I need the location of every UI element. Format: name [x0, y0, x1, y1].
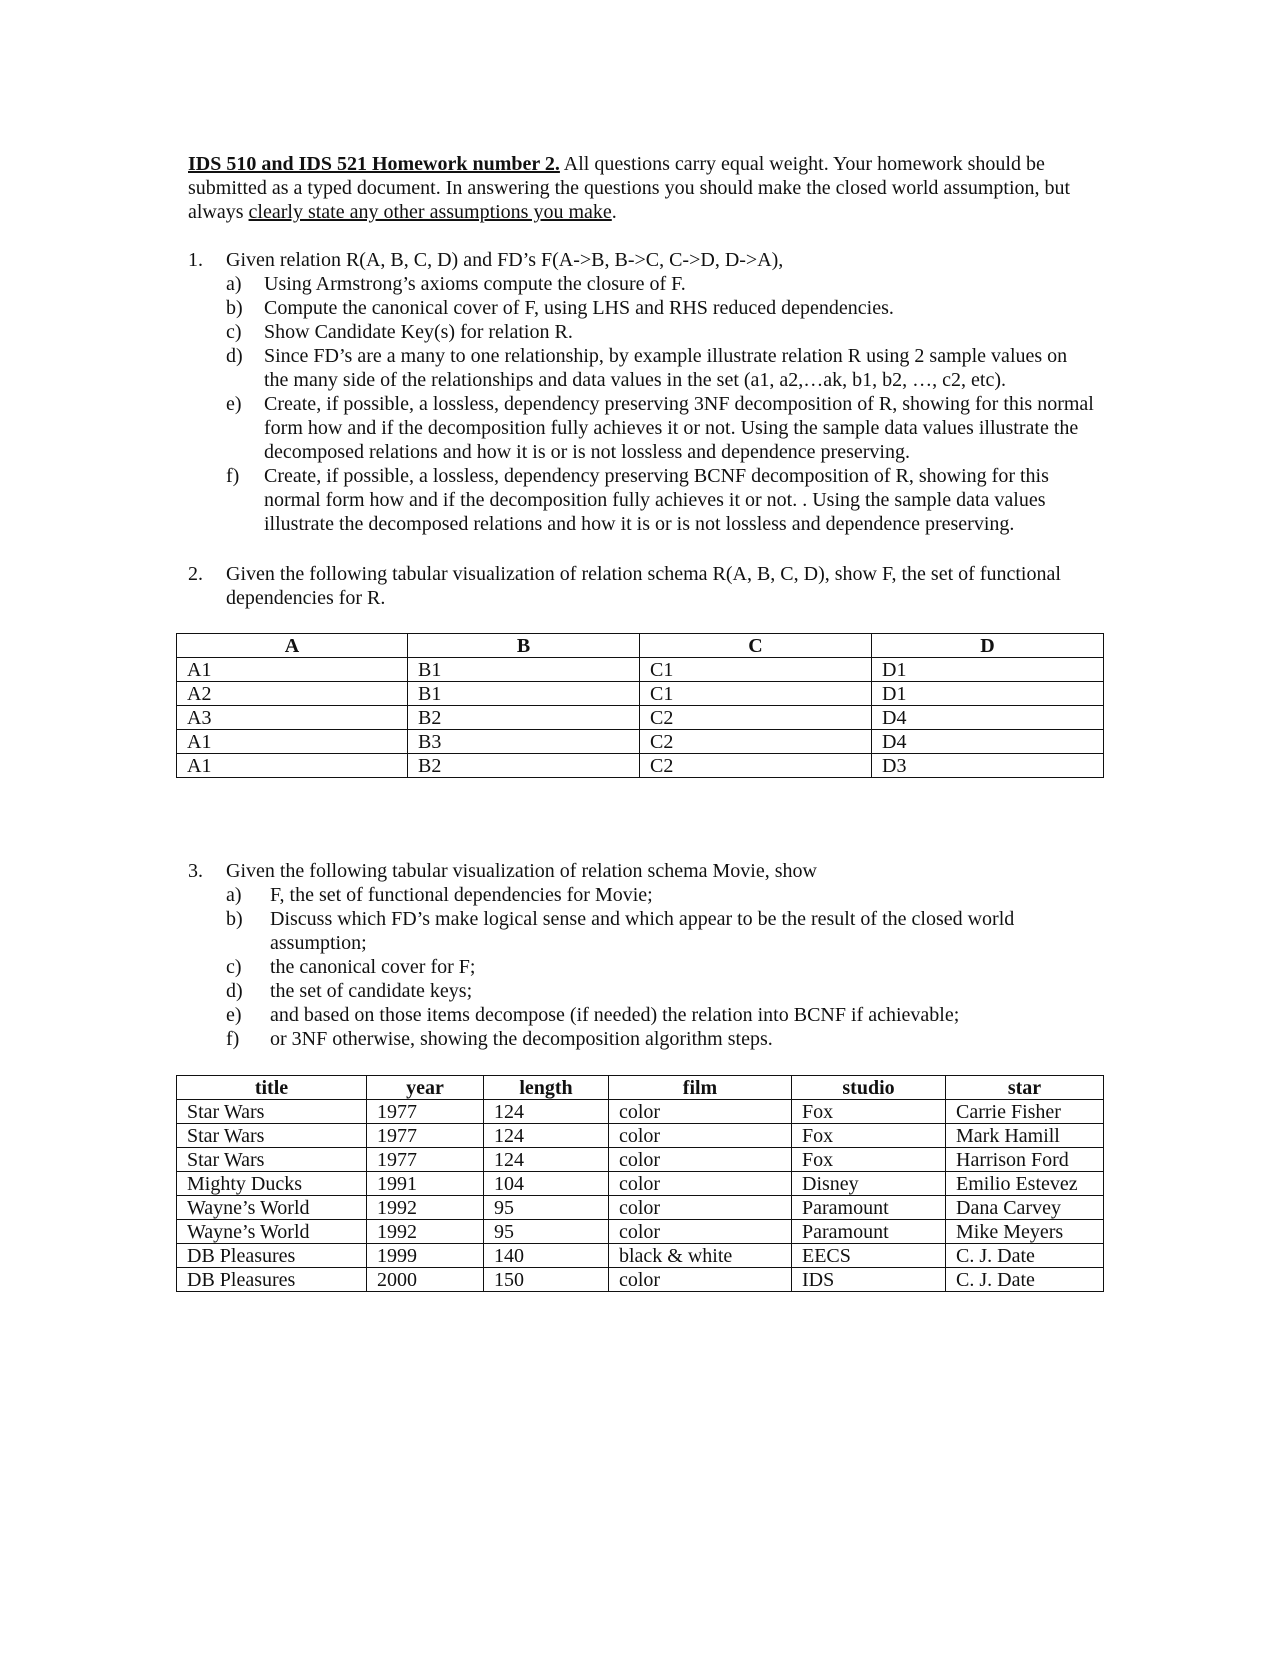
table-cell: 2000	[367, 1268, 484, 1292]
table-cell: A2	[177, 682, 408, 706]
table-cell: color	[609, 1124, 792, 1148]
table-cell: 1977	[367, 1100, 484, 1124]
item-text: Show Candidate Key(s) for relation R.	[264, 321, 573, 343]
table-cell: 1992	[367, 1220, 484, 1244]
table-row	[177, 730, 1104, 754]
item-text: Since FD’s are a many to one relationship, by example illustrate relation R using 2 sample values on the many side of the relationships and data values in the set (a1, a2,…ak, b1, b2, …, c2, etc).	[264, 345, 1068, 391]
question-3	[188, 859, 1096, 1051]
list-item	[226, 907, 1096, 955]
item-text: Discuss which FD’s make logical sense and which appear to be the result of the closed world assumption;	[270, 908, 1015, 954]
table-cell: B2	[408, 754, 640, 778]
list-item	[226, 296, 1096, 320]
question-2	[188, 562, 1086, 610]
table-cell: color	[609, 1220, 792, 1244]
column-header: studio	[792, 1076, 946, 1100]
table-cell: DB Pleasures	[177, 1244, 367, 1268]
table-cell: 104	[484, 1172, 609, 1196]
table-cell: C2	[640, 754, 872, 778]
item-label: b)	[226, 297, 243, 319]
table-cell: Mike Meyers	[946, 1220, 1104, 1244]
table-cell: B1	[408, 658, 640, 682]
item-text: the set of candidate keys;	[270, 980, 473, 1002]
question-text: Given the following tabular visualization of relation schema R(A, B, C, D), show F, the set of functional dependencies for R.	[226, 563, 1061, 609]
table-cell: DB Pleasures	[177, 1268, 367, 1292]
table-row	[177, 1172, 1104, 1196]
table-row	[177, 1148, 1104, 1172]
table-cell: 95	[484, 1220, 609, 1244]
list-item	[226, 464, 1096, 536]
item-label: f)	[226, 465, 240, 487]
item-label: d)	[226, 345, 243, 367]
table-cell: A1	[177, 730, 408, 754]
item-text: Compute the canonical cover of F, using LHS and RHS reduced dependencies.	[264, 297, 894, 319]
table-header-row	[177, 1076, 1104, 1100]
table-row	[177, 1196, 1104, 1220]
item-label: c)	[226, 321, 242, 343]
table-cell: 1977	[367, 1124, 484, 1148]
item-text: F, the set of functional dependencies for Movie;	[270, 884, 653, 906]
table-cell: 1999	[367, 1244, 484, 1268]
table-cell: black & white	[609, 1244, 792, 1268]
item-text: and based on those items decompose (if needed) the relation into BCNF if achievable;	[270, 1004, 960, 1026]
item-text: Using Armstrong’s axioms compute the closure of F.	[264, 273, 686, 295]
table-cell: Mighty Ducks	[177, 1172, 367, 1196]
item-text: Create, if possible, a lossless, dependency preserving BCNF decomposition of R, showing for this normal form how and if the decomposition fully achieves it or not. . Using the sample data values illustrate the decomposed relations and how it is or is not lossless and dependence preserving.	[264, 465, 1049, 535]
list-item	[226, 320, 1096, 344]
item-label: b)	[226, 908, 243, 930]
question-number: 3.	[188, 860, 203, 882]
table-cell: 95	[484, 1196, 609, 1220]
question-1	[188, 248, 1096, 536]
table-cell: B1	[408, 682, 640, 706]
item-label: d)	[226, 980, 243, 1002]
table-cell: Star Wars	[177, 1100, 367, 1124]
table-cell: Emilio Estevez	[946, 1172, 1104, 1196]
list-item	[226, 392, 1096, 464]
table-cell: 124	[484, 1124, 609, 1148]
table-cell: C1	[640, 658, 872, 682]
table-cell: 150	[484, 1268, 609, 1292]
table-cell: color	[609, 1196, 792, 1220]
item-label: c)	[226, 956, 242, 978]
table-cell: color	[609, 1172, 792, 1196]
table-cell: A1	[177, 754, 408, 778]
item-text: or 3NF otherwise, showing the decomposition algorithm steps.	[270, 1028, 773, 1050]
table-cell: Harrison Ford	[946, 1148, 1104, 1172]
table-cell: A3	[177, 706, 408, 730]
item-text: Create, if possible, a lossless, dependency preserving 3NF decomposition of R, showing for this normal form how and if the decomposition fully achieves it or not. Using the sample data values illustrate the decomposed relations and how it is or is not lossless and dependence preserving.	[264, 393, 1094, 463]
table-cell: Fox	[792, 1148, 946, 1172]
table-cell: A1	[177, 658, 408, 682]
question-number: 2.	[188, 563, 203, 585]
table-cell: IDS	[792, 1268, 946, 1292]
table-cell: 1991	[367, 1172, 484, 1196]
table-cell: Paramount	[792, 1196, 946, 1220]
column-header: B	[408, 634, 640, 658]
table-cell: Fox	[792, 1124, 946, 1148]
table-cell: C1	[640, 682, 872, 706]
table-cell: color	[609, 1268, 792, 1292]
table-cell: color	[609, 1100, 792, 1124]
table-row	[177, 754, 1104, 778]
column-header: A	[177, 634, 408, 658]
table-cell: Dana Carvey	[946, 1196, 1104, 1220]
table-cell: C. J. Date	[946, 1244, 1104, 1268]
homework-title: IDS 510 and IDS 521 Homework number 2.	[188, 153, 560, 175]
table-cell: Star Wars	[177, 1124, 367, 1148]
list-item	[226, 883, 1096, 907]
table-cell: C. J. Date	[946, 1268, 1104, 1292]
table-cell: Fox	[792, 1100, 946, 1124]
column-header: year	[367, 1076, 484, 1100]
list-item	[226, 1003, 1096, 1027]
movie-table	[176, 1075, 1104, 1292]
table-cell: 140	[484, 1244, 609, 1268]
table-row	[177, 682, 1104, 706]
table-row	[177, 1100, 1104, 1124]
table-row	[177, 1124, 1104, 1148]
table-cell: C2	[640, 706, 872, 730]
question-1-items	[226, 272, 1096, 536]
question-text: Given relation R(A, B, C, D) and FD’s F(A->B, B->C, C->D, D->A),	[226, 249, 784, 271]
table-cell: Mark Hamill	[946, 1124, 1104, 1148]
column-header: C	[640, 634, 872, 658]
table-cell: Carrie Fisher	[946, 1100, 1104, 1124]
table-cell: B2	[408, 706, 640, 730]
table-cell: Paramount	[792, 1220, 946, 1244]
list-item	[226, 979, 1096, 1003]
table-row	[177, 1220, 1104, 1244]
question-3-items	[226, 883, 1096, 1051]
table-row	[177, 706, 1104, 730]
column-header: star	[946, 1076, 1104, 1100]
table-cell: B3	[408, 730, 640, 754]
table-cell: D1	[872, 658, 1104, 682]
table-cell: Wayne’s World	[177, 1220, 367, 1244]
table-cell: D4	[872, 730, 1104, 754]
column-header: film	[609, 1076, 792, 1100]
item-label: e)	[226, 1004, 242, 1026]
relation-r-table	[176, 633, 1104, 778]
table-row	[177, 1268, 1104, 1292]
assumptions-note: clearly state any other assumptions you make	[248, 201, 612, 223]
list-item	[226, 344, 1096, 392]
table-cell: EECS	[792, 1244, 946, 1268]
table-row	[177, 658, 1104, 682]
table-cell: color	[609, 1148, 792, 1172]
question-text: Given the following tabular visualization of relation schema Movie, show	[226, 860, 817, 882]
table-cell: D3	[872, 754, 1104, 778]
item-label: e)	[226, 393, 242, 415]
question-number: 1.	[188, 249, 203, 271]
intro-end: .	[611, 201, 617, 223]
item-label: a)	[226, 273, 242, 295]
table-row	[177, 1244, 1104, 1268]
table-cell: D4	[872, 706, 1104, 730]
table-header-row	[177, 634, 1104, 658]
table-cell: 124	[484, 1100, 609, 1124]
table-cell: Star Wars	[177, 1148, 367, 1172]
list-item	[226, 955, 1096, 979]
table-cell: C2	[640, 730, 872, 754]
column-header: length	[484, 1076, 609, 1100]
table-cell: 1977	[367, 1148, 484, 1172]
list-item	[226, 272, 1096, 296]
table-cell: 1992	[367, 1196, 484, 1220]
table-cell: D1	[872, 682, 1104, 706]
column-header: D	[872, 634, 1104, 658]
item-label: f)	[226, 1028, 240, 1050]
table-cell: 124	[484, 1148, 609, 1172]
intro-text: All questions carry equal weight. Your homework should be submitted as a typed document. In answering the questions you should make the closed world assumption, but always	[188, 153, 1071, 223]
table-cell: Wayne’s World	[177, 1196, 367, 1220]
item-label: a)	[226, 884, 242, 906]
column-header: title	[177, 1076, 367, 1100]
item-text: the canonical cover for F;	[270, 956, 476, 978]
list-item	[226, 1027, 1096, 1051]
table-cell: Disney	[792, 1172, 946, 1196]
intro-paragraph	[188, 152, 1088, 224]
